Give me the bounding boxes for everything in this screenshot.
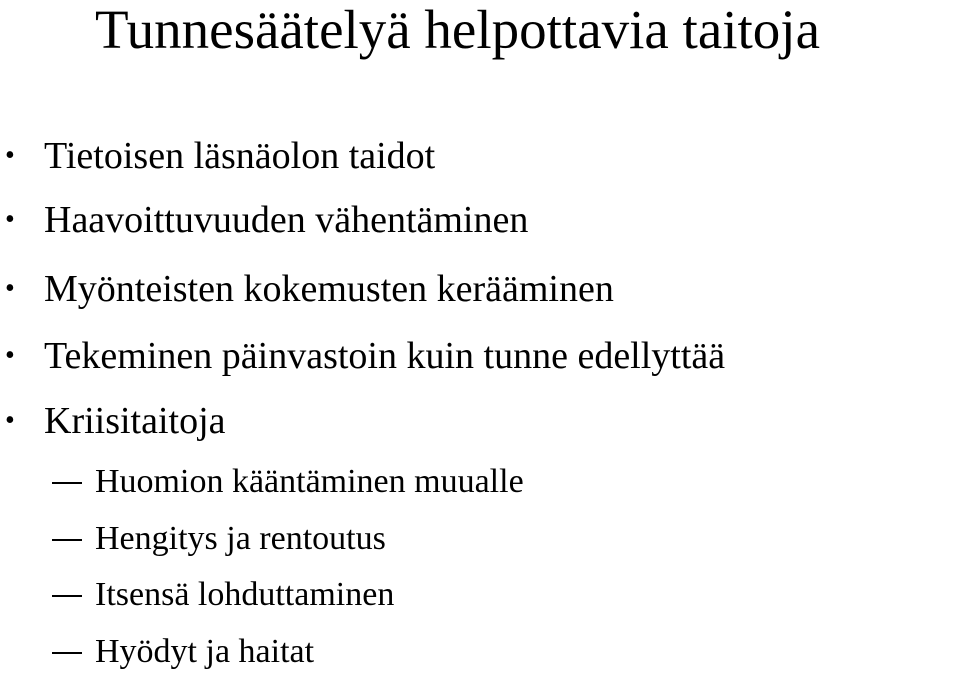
bullet-text: Tietoisen läsnäolon taidot xyxy=(44,135,436,177)
dash-icon xyxy=(52,595,82,597)
sub-bullet-text: Hyödyt ja haitat xyxy=(95,633,315,670)
dash-icon xyxy=(52,539,82,541)
bullet-icon: • xyxy=(5,273,15,304)
bullet-text: Kriisitaitoja xyxy=(44,400,226,442)
bullet-text: Tekeminen päinvastoin kuin tunne edellyttää xyxy=(44,335,726,377)
sub-bullet-text: Hengitys ja rentoutus xyxy=(95,520,386,557)
slide-title: Tunnesäätelyä helpottavia taitoja xyxy=(95,0,820,60)
dash-icon xyxy=(52,652,82,654)
bullet-text: Haavoittuvuuden vähentäminen xyxy=(44,199,529,241)
bullet-text: Myönteisten kokemusten kerääminen xyxy=(44,268,614,310)
bullet-icon: • xyxy=(5,340,15,371)
bullet-icon: • xyxy=(5,204,15,235)
dash-icon xyxy=(52,482,82,484)
sub-bullet-text: Huomion kääntäminen muualle xyxy=(95,463,524,500)
sub-bullet-text: Itsensä lohduttaminen xyxy=(95,576,395,613)
bullet-icon: • xyxy=(5,140,15,171)
bullet-icon: • xyxy=(5,405,15,436)
